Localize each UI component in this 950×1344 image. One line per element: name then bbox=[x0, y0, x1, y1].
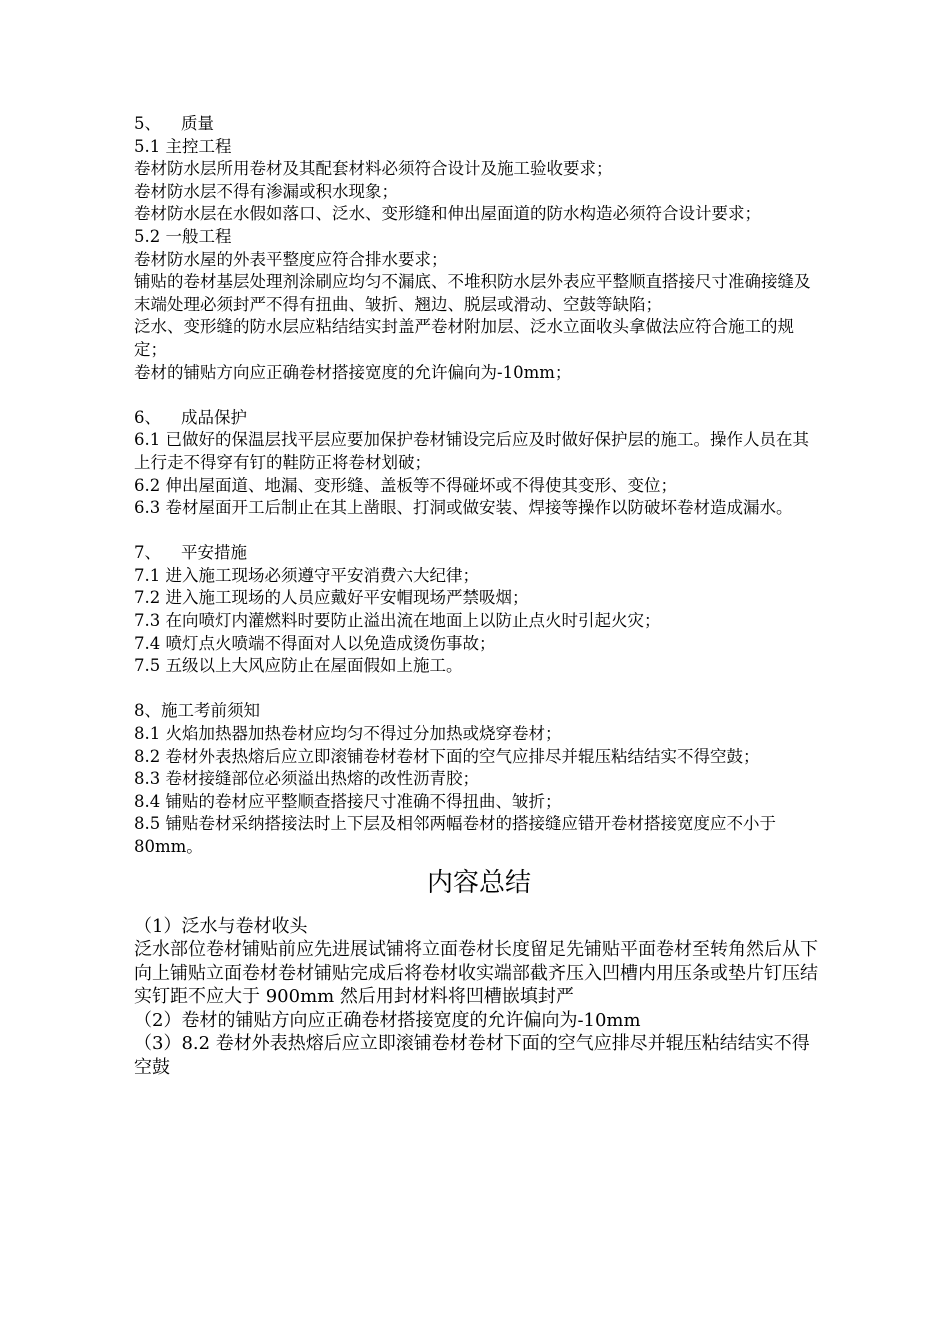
paragraph: 8.3 卷材接缝部位必须溢出热熔的改性沥青胶； bbox=[134, 769, 479, 789]
spacer bbox=[134, 520, 824, 543]
paragraph: 6.2 伸出屋面道、地漏、变形缝、盖板等不得碰坏或不得使其变形、变位； bbox=[134, 475, 677, 495]
section-quality bbox=[134, 113, 824, 384]
paragraph: 8.4 铺贴的卷材应平整顺查搭接尺寸准确不得扭曲、皱折； bbox=[134, 791, 562, 811]
paragraph: 卷材防水屋的外表平整度应符合排水要求； bbox=[134, 249, 448, 269]
paragraph: 7.2 进入施工现场的人员应戴好平安帽现场严禁吸烟； bbox=[134, 588, 529, 608]
paragraph: 6.1 已做好的保温层找平层应要加保护卷材铺设完后应及时做好保护层的施工。操作人员在其上行走不得穿有钉的鞋防正将卷材划破； bbox=[134, 430, 809, 472]
paragraph: 8.2 卷材外表热熔后应立即滚铺卷材卷材下面的空气应排尽并辊压粘结结实不得空鼓； bbox=[134, 746, 760, 766]
document-page bbox=[134, 113, 824, 1079]
section-construction-notes bbox=[134, 700, 824, 858]
section-product-protection bbox=[134, 407, 824, 520]
summary-section bbox=[134, 863, 824, 1080]
section-heading: 6、 成品保护 bbox=[134, 407, 247, 427]
paragraph: 卷材的铺贴方向应正确卷材搭接宽度的允许偏向为-10mm； bbox=[134, 362, 572, 382]
summary-item: 泛水部位卷材铺贴前应先进展试铺将立面卷材长度留足先铺贴平面卷材至转角然后从下向上铺贴立面卷材卷材铺贴完成后将卷材收实端部截齐压入凹槽内用压条或垫片钉压结实钉距不应大于 900mm 然后用封材料将凹槽嵌填封严 bbox=[134, 939, 818, 1008]
paragraph: 5.1 主控工程 bbox=[134, 136, 232, 156]
paragraph: 泛水、变形缝的防水层应粘结结实封盖严卷材附加层、泛水立面收头拿做法应符合施工的规定； bbox=[134, 317, 794, 359]
summary-title: 内容总结 bbox=[426, 867, 531, 898]
paragraph: 7.5 五级以上大风应防止在屋面假如上施工。 bbox=[134, 656, 463, 676]
paragraph: 7.1 进入施工现场必须遵守平安消费六大纪律； bbox=[134, 565, 479, 585]
summary-item: （2）卷材的铺贴方向应正确卷材搭接宽度的允许偏向为-10mm bbox=[134, 1009, 641, 1031]
spacer bbox=[134, 678, 824, 701]
paragraph: 卷材防水层所用卷材及其配套材料必须符合设计及施工验收要求； bbox=[134, 159, 613, 179]
paragraph: 8.1 火焰加热器加热卷材应均匀不得过分加热或烧穿卷材； bbox=[134, 724, 562, 744]
section-heading: 7、 平安措施 bbox=[134, 543, 247, 563]
summary-item: （3）8.2 卷材外表热熔后应立即滚铺卷材卷材下面的空气应排尽并辊压粘结结实不得空鼓 bbox=[134, 1033, 810, 1078]
paragraph: 8.5 铺贴卷材采纳搭接法时上下层及相邻两幅卷材的搭接缝应错开卷材搭接宽度应不小于 80mm。 bbox=[134, 814, 776, 856]
spacer bbox=[134, 384, 824, 407]
section-heading: 5、 质量 bbox=[134, 114, 214, 133]
paragraph: 7.3 在向喷灯内灌燃料时要防止溢出流在地面上以防止点火时引起火灾； bbox=[134, 611, 661, 631]
section-safety-measures bbox=[134, 542, 824, 678]
paragraph: 5.2 一般工程 bbox=[134, 226, 232, 246]
section-heading: 8、施工考前须知 bbox=[134, 701, 260, 721]
paragraph: 铺贴的卷材基层处理剂涂刷应均匀不漏底、不堆积防水层外表应平整顺直搭接尺寸准确接缝及末端处理必须封严不得有扭曲、皱折、翘边、脱层或滑动、空鼓等缺陷； bbox=[134, 272, 811, 314]
summary-item: （1）泛水与卷材收头 bbox=[134, 915, 308, 937]
paragraph: 卷材防水层在水假如落口、泛水、变形缝和伸出屋面道的防水构造必须符合设计要求； bbox=[134, 204, 761, 224]
paragraph: 卷材防水层不得有渗漏或积水现象； bbox=[134, 181, 398, 201]
paragraph: 6.3 卷材屋面开工后制止在其上凿眼、打洞或做安装、焊接等操作以防破坏卷材造成漏水。 bbox=[134, 498, 793, 518]
paragraph: 7.4 喷灯点火喷端不得面对人以免造成烫伤事故； bbox=[134, 633, 496, 653]
